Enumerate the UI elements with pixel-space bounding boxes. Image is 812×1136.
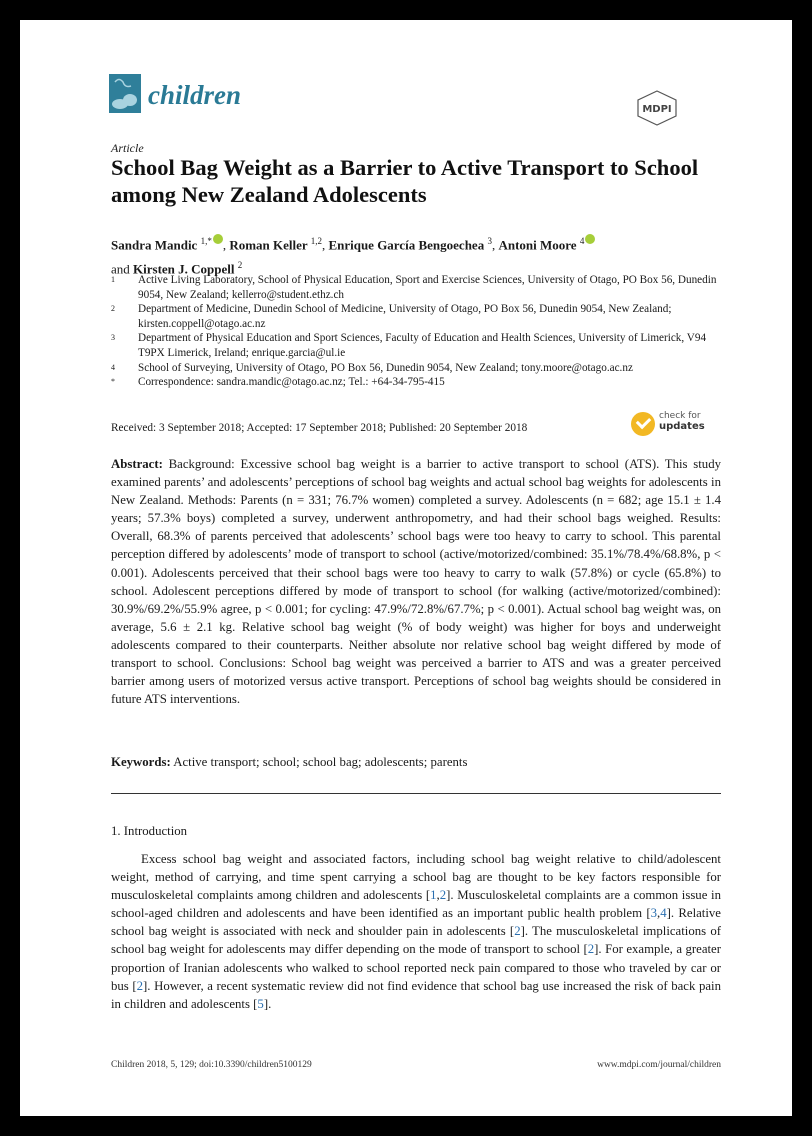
affiliation-text: Correspondence: sandra.mandic@otago.ac.nz; Tel.: +64-34-795-415 bbox=[138, 376, 445, 389]
author-affiliation: 1,2 bbox=[310, 236, 322, 246]
affiliation-text: Department of Physical Education and Sport Sciences, Faculty of Education and Health Sciences, University of Limerick, V94 T9PX Limerick, Ireland; enrique.garcia@ul.ie bbox=[138, 332, 707, 359]
affiliations bbox=[111, 273, 731, 390]
author-name: Sandra Mandic bbox=[111, 237, 201, 253]
intro-text: ]. Musculoskeletal complaints are a common issue in school-aged children and adolescents and have been identified as an important public health problem [ bbox=[111, 888, 722, 921]
footer-url[interactable]: www.mdpi.com/journal/children bbox=[597, 1060, 721, 1070]
intro-text: ]. However, a recent systematic review did not find evidence that school bag use increased the risk of back pain in children and adolescents [ bbox=[111, 978, 721, 1011]
check-for-label: check for bbox=[659, 411, 701, 421]
publisher-name: MDPI bbox=[642, 104, 672, 115]
check-for-updates-button[interactable] bbox=[631, 410, 721, 440]
intro-text: ]. Relative school bag weight is associated with neck and shoulder pain in adolescents [ bbox=[111, 906, 721, 939]
updates-label: updates bbox=[659, 421, 705, 432]
intro-text: ]. The musculoskeletal implications of school bag weight for adolescents may differ depending on the mode of transport to school [ bbox=[111, 924, 721, 957]
citation-link[interactable]: 1 bbox=[430, 888, 437, 903]
author-affiliation: 4 bbox=[579, 236, 585, 246]
abstract-text: Background: Excessive school bag weight is a barrier to active transport to school (ATS). This study examined parents’ and adolescents’ perceptions of school bag weights and actual school bag weights for adolescents in New Zealand. Methods: Parents (n = 331; 76.7% women) completed a survey. Adolescents (n = 682; age 15.1 ± 1.4 years; 57.3% boys) completed a survey, underwent anthropometry, and had their school bags weighed. Results: Overall, 68.3% of parents perceived that adolescents’ school bags were too heavy to carry to school. This parental perception differed by adolescents’ mode of transport to school (active/motorized/combined: 35.1%/78.4%/68.8%, p < 0.001). Adolescents perceived that their school bags were too heavy to carry to walk (57.8%) or cycle (65.8%) to school. Adolescent perceptions differed by mode of transport to school (for walking (active/motorized/combined): 30.9%/69.2%/55.9% agree, p < 0.001; for cycling: 47.9%/72.8%/67.7%; p < 0.001). Actual school bag weight was, on average, 5.6 ± 2.1 kg. Relative school bag weight (% of body weight) was higher for boys and underweight adolescents compared to their counterparts. Neither absolute nor relative school bag weight differed by mode of transport to school. Conclusions: School bag weight was perceived a barrier to ATS and was a greater perceived barrier among users of motorized versus active transport. Perceptions of school bag weights should be considered in future ATS interventions. bbox=[111, 457, 721, 707]
affiliation-number: * bbox=[111, 377, 115, 387]
citation-link[interactable]: 2 bbox=[136, 978, 144, 993]
affiliation-text: Department of Medicine, Dunedin School of Medicine, University of Otago, PO Box 56, Dunedin 9054, New Zealand; kirsten.coppell@otago.ac.nz bbox=[138, 303, 672, 330]
affiliation-item bbox=[111, 375, 731, 390]
citation-link[interactable]: 4 bbox=[660, 906, 667, 921]
affiliation-item bbox=[111, 273, 731, 302]
affiliation-item bbox=[111, 302, 731, 331]
section-heading: 1. Introduction bbox=[111, 824, 188, 838]
keywords-text: Active transport; school; school bag; adolescents; parents bbox=[173, 755, 468, 769]
citation-link[interactable]: 2 bbox=[439, 888, 447, 903]
check-icon bbox=[631, 412, 655, 436]
intro-text: ]. bbox=[263, 996, 272, 1011]
keywords bbox=[111, 755, 721, 770]
journal-logo-icon bbox=[109, 74, 141, 113]
affiliation-text: Active Living Laboratory, School of Physical Education, Sport and Exercise Sciences, University of Otago, PO Box 56, Dunedin 9054, New Zealand; kellerro@student.ethz.ch bbox=[138, 274, 717, 301]
publication-dates: Received: 3 September 2018; Accepted: 17 September 2018; Published: 20 September 2018 bbox=[111, 422, 528, 434]
author-list: Sandra Mandic $^{1,*}$ , Roman Keller $^{1,2}$, Enrique García Bengoechea $^3$, Antoni Moore $^4$ and Kirsten J. Coppell $^2$ bbox=[111, 231, 731, 280]
paper-title: School Bag Weight as a Barrier to Active Transport to School among New Zealand Adolescents bbox=[111, 155, 699, 207]
article-type: Article bbox=[111, 141, 144, 155]
footer-citation: Children 2018, 5, 129; doi:10.3390/children5100129 bbox=[111, 1060, 312, 1070]
abstract-label: Abstract: bbox=[111, 457, 163, 471]
author-affiliation: 1,* bbox=[200, 236, 212, 246]
intro-paragraph bbox=[111, 850, 721, 1013]
citation-link[interactable]: 2 bbox=[587, 942, 595, 957]
author-affiliation: 2 bbox=[237, 260, 243, 271]
orcid-icon[interactable] bbox=[585, 234, 595, 244]
citation-link[interactable]: 5 bbox=[257, 996, 264, 1011]
journal-name: children bbox=[148, 80, 242, 110]
intro-text: Excess school bag weight and associated factors, including school bag weight relative to child/adolescent weight, method of carrying, and time spent carrying a school bag are thought to be key factors responsible for musculoskeletal complaints among children and adolescents [ bbox=[111, 852, 721, 903]
author-name: Antoni Moore bbox=[498, 237, 580, 253]
orcid-icon[interactable] bbox=[213, 234, 223, 244]
keywords-label: Keywords: bbox=[111, 755, 171, 769]
affiliation-item bbox=[111, 361, 731, 376]
author-name: Enrique García Bengoechea bbox=[328, 237, 488, 253]
paper-page bbox=[20, 20, 792, 1116]
affiliation-number: 2 bbox=[111, 304, 115, 314]
author-affiliation: 3 bbox=[487, 236, 492, 246]
intro-text: , bbox=[657, 906, 661, 921]
mdpi-logo-icon bbox=[636, 90, 678, 126]
affiliation-number: 3 bbox=[111, 333, 115, 343]
affiliation-item bbox=[111, 331, 731, 360]
affiliation-text: School of Surveying, University of Otago, PO Box 56, Dunedin 9054, New Zealand; tony.moore@otago.ac.nz bbox=[138, 361, 633, 374]
citation-link[interactable]: 2 bbox=[514, 924, 521, 939]
author-name: Roman Keller bbox=[229, 237, 311, 253]
abstract bbox=[111, 455, 721, 708]
affiliation-number: 1 bbox=[111, 275, 115, 284]
citation-link[interactable]: 3 bbox=[650, 906, 657, 921]
affiliation-number: 4 bbox=[111, 362, 115, 372]
author-name: Kirsten J. Coppell bbox=[133, 261, 238, 277]
divider bbox=[111, 793, 721, 794]
intro-text: ]. For example, a greater proportion of Iranian adolescents who walked to school reported neck pain compared to those who traveled by car or bus [ bbox=[111, 942, 721, 993]
intro-text: , bbox=[436, 888, 440, 903]
